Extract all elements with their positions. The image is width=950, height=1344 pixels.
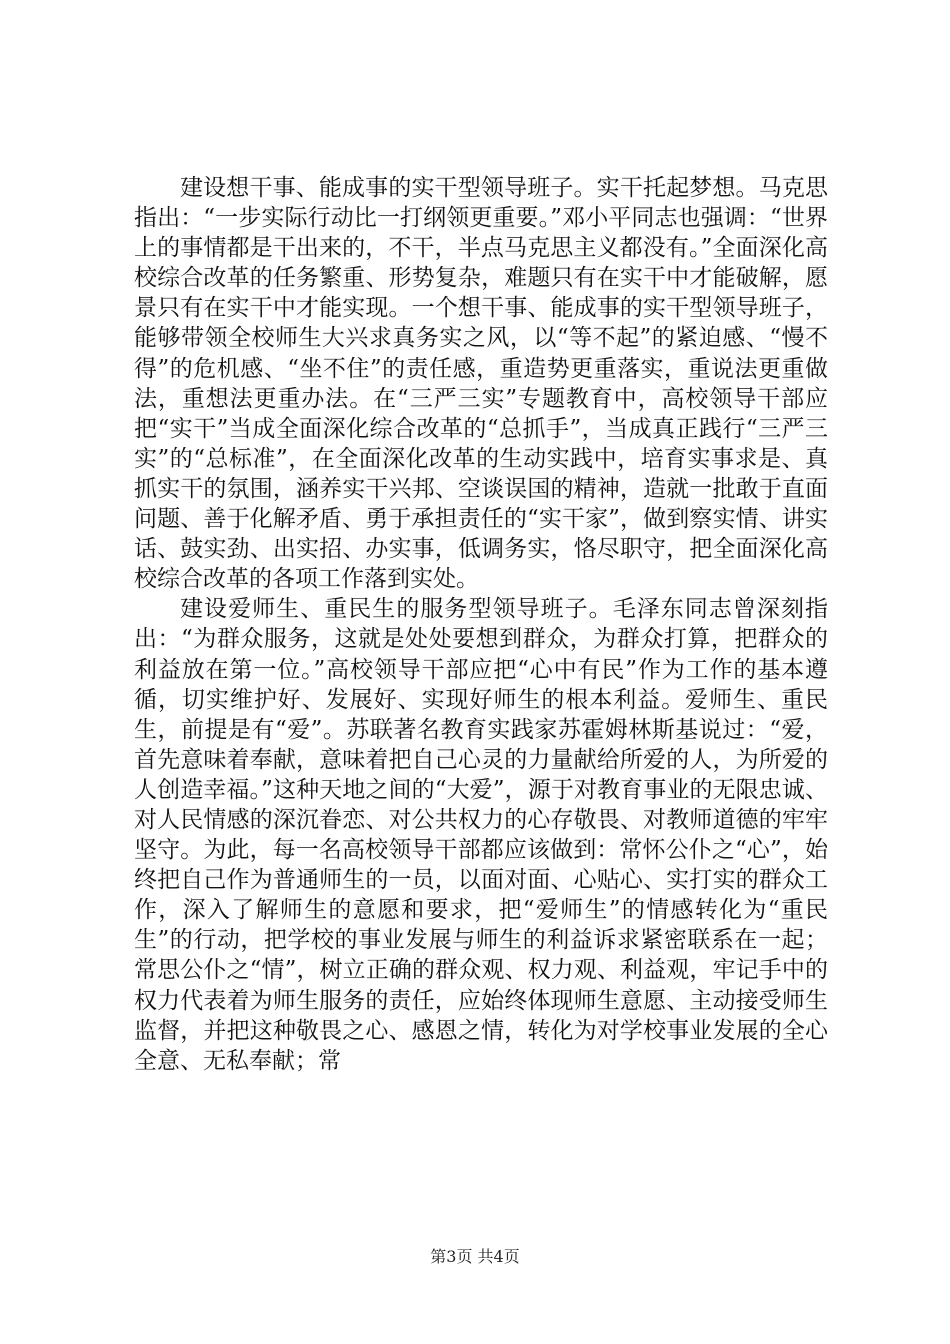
paragraph-practical-leadership: 建设想干事、能成事的实干型领导班子。实干托起梦想。马克思指出：“一步实际行动比一打纲领更重要。”邓小平同志也强调：“世界上的事情都是干出来的，不干，半点马克思主义都没有。”全面深化高校综合改革的任务繁重、形势复杂，难题只有在实干中才能破解，愿景只有在实干中才能实现。一个想干事、能成事的实干型领导班子，能够带领全校师生大兴求真务实之风，以“等不起”的紧迫感、“慢不得”的危机感、“坐不住”的责任感，重造势更重落实，重说法更重做法，重想法更重办法。在“三严三实”专题教育中，高校领导干部应把“实干”当成全面深化综合改革的“总抓手”，当成真正践行“三严三实”的“总标准”，在全面深化改革的生动实践中，培育实事求是、真抓实干的氛围，涵养实干兴邦、空谈误国的精神，造就一批敢于直面问题、善于化解矛盾、勇于承担责任的“实干家”，做到察实情、讲实话、鼓实劲、出实招、办实事，低调务实，恪尽职守，把全面深化高校综合改革的各项工作落到实处。 [134,175,828,593]
document-body [134,173,828,1076]
paragraph-service-leadership: 建设爱师生、重民生的服务型领导班子。毛泽东同志曾深刻指出：“为群众服务，这就是处处要想到群众，为群众打算，把群众的利益放在第一位。”高校领导干部应把“心中有民”作为工作的基本遵循，切实维护好、发展好、实现好师生的根本利益。爱师生、重民生，前提是有“爱”。苏联著名教育实践家苏霍姆林斯基说过：“爱，首先意味着奉献，意味着把自己心灵的力量献给所爱的人，为所爱的人创造幸福。”这种天地之间的“大爱”，源于对教育事业的无限忠诚、对人民情感的深沉眷恋、对公共权力的心存敬畏、对教师道德的牢牢坚守。为此，每一名高校领导干部都应该做到：常怀公仆之“心”，始终把自己作为普通师生的一员，以面对面、心贴心、实打实的群众工作，深入了解师生的意愿和要求，把“爱师生”的情感转化为“重民生”的行动，把学校的事业发展与师生的利益诉求紧密联系在一起；常思公仆之“情”，树立正确的群众观、权力观、利益观，牢记手中的权力代表着为师生服务的责任，应始终体现师生意愿、主动接受师生监督，并把这种敬畏之心、感恩之情，转化为对学校事业发展的全心全意、无私奉献；常 [134,596,828,1074]
page-number-footer: 第3页 共4页 [430,1247,520,1266]
